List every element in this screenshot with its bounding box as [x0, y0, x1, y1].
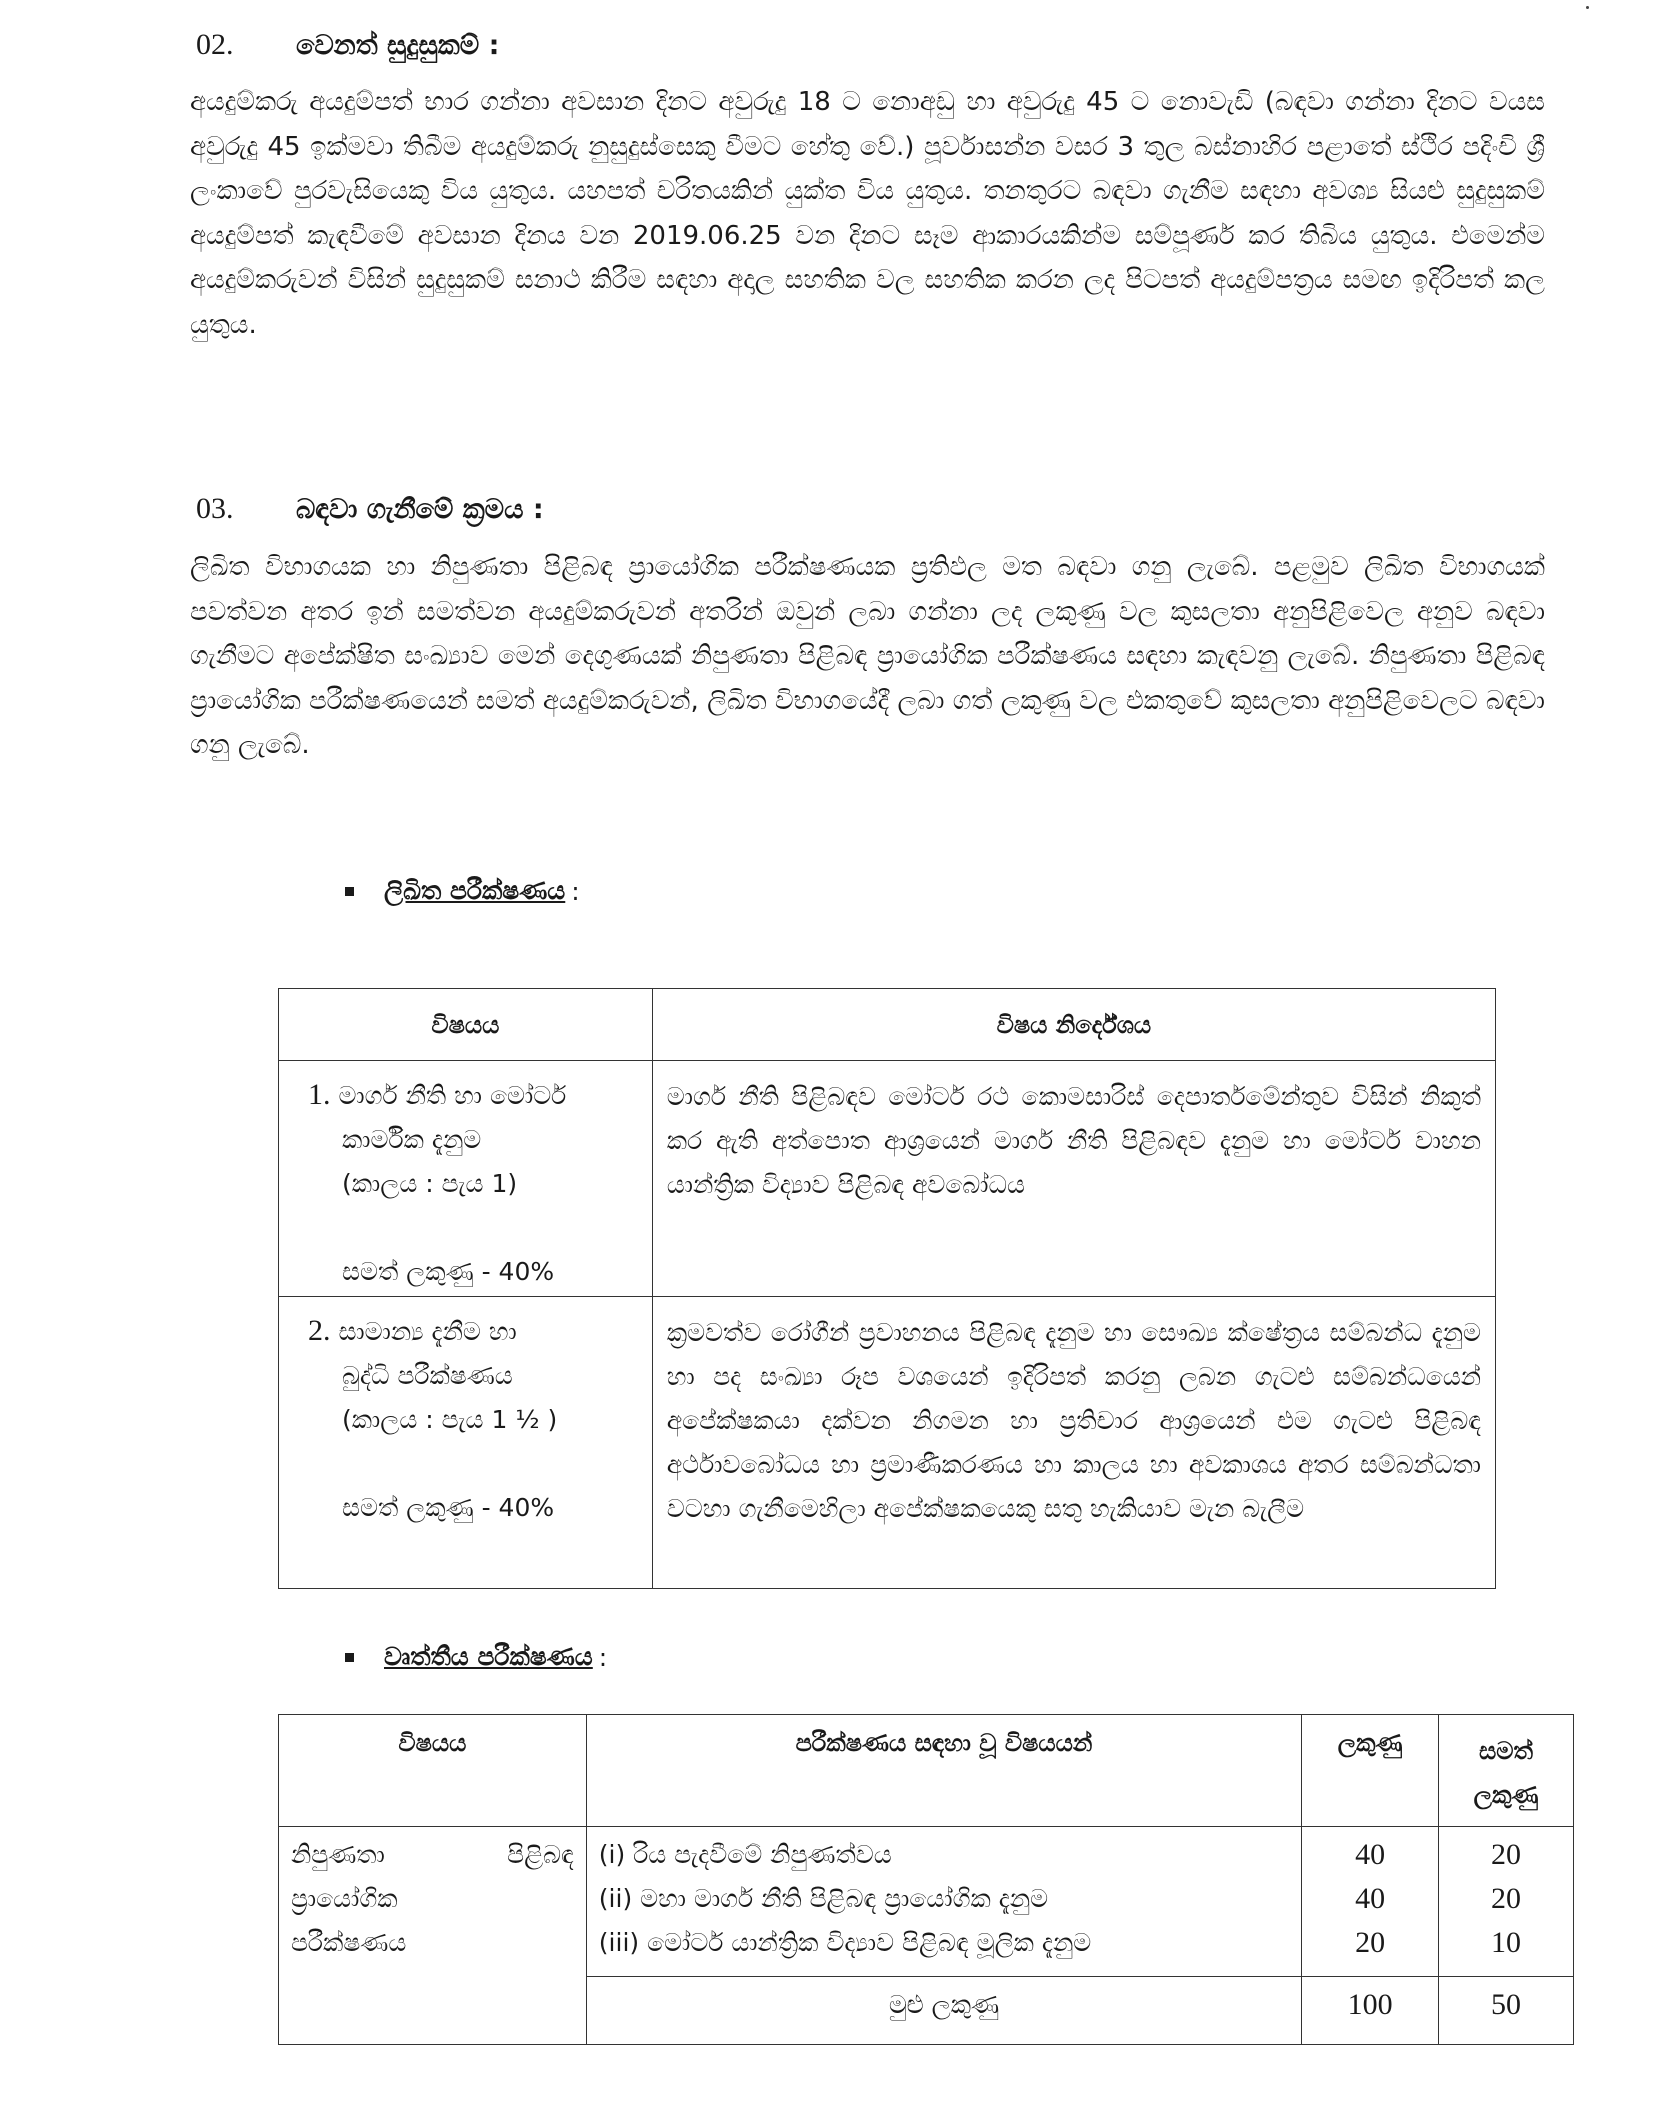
- subject-name-line1: මාර්ග නීති හා මෝටර්: [338, 1081, 567, 1110]
- table-header-row: [279, 989, 1496, 1061]
- practical-subject-line2: ප්‍රායෝගික: [291, 1884, 398, 1913]
- marks-value: 40: [1355, 1838, 1386, 1871]
- subject-pass-mark: සමත් ලකුණු - 40%: [342, 1493, 555, 1522]
- total-pass: 50: [1439, 1977, 1574, 2045]
- pass-cell: [1439, 1827, 1574, 1977]
- written-exam-colon: :: [571, 876, 580, 906]
- marks-cell: [1302, 1827, 1439, 1977]
- section-3-title: බඳවා ගැනීමේ ක්‍රමය :: [296, 494, 544, 525]
- section-2-number: 02.: [196, 28, 234, 61]
- practical-exam-heading: [345, 1642, 607, 1672]
- section-3-number: 03.: [196, 492, 234, 525]
- topics-cell: [586, 1827, 1301, 1977]
- syllabus-cell: ක්‍රමවත්ව රෝගීන් ප්‍රවාහනය පිළිබඳ දැනුම හා සෞඛ්‍ය ක්ෂේත්‍රය සම්බන්ධ දැනුම හා පද සංඛ්‍යා රූප වශයෙන් ඉදිරිපත් කරනු ලබන ගැටළු සම්බන්ධයෙන් අපේක්ෂකයා දක්වන නිගමන හා ප්‍රතිචාර ආශ්‍රයෙන් එම ගැටළු පිළිබඳ අර්ථාවබෝධය හා ප්‍රමාණීකරණය හා කාලය හා අවකාශය අතර සම්බන්ධතා වටහා ගැනීමෙහිලා අපේක්ෂකයෙකු සතු හැකියාව මැන බැලීම: [652, 1297, 1495, 1589]
- pass-value: 20: [1491, 1882, 1522, 1915]
- table-row: [279, 1061, 1496, 1297]
- pass-value: 10: [1491, 1926, 1522, 1959]
- section-2-heading: [196, 28, 499, 62]
- section-3-heading: [196, 492, 544, 526]
- subject-cell: [279, 1061, 653, 1297]
- col-subject-header: විෂයය: [279, 989, 653, 1061]
- topic-item: (iii) මෝටර් යාන්ත්‍රික විද්‍යාව පිළිබඳ මූලික දැනුම: [598, 1928, 1092, 1957]
- marks-value: 40: [1355, 1882, 1386, 1915]
- subject-name-line2: කාර්මික දැනුම: [342, 1125, 482, 1154]
- col-topics-header: පරීක්ෂණය සඳහා වූ විෂයයන්: [586, 1715, 1301, 1827]
- subject-pass-mark: සමත් ලකුණු - 40%: [342, 1257, 555, 1286]
- table-header-row: [279, 1715, 1574, 1827]
- col-pass-header: [1439, 1715, 1574, 1827]
- written-exam-table: [278, 988, 1496, 1589]
- row-number: 1.: [308, 1078, 331, 1111]
- subject-cell: [279, 1297, 653, 1589]
- col-pass-header-line2: ලකුණු: [1473, 1781, 1539, 1809]
- marks-value: 20: [1355, 1926, 1386, 1959]
- section-2-text: අයදුම්කරු අයදුම්පත් භාර ගන්නා අවසාන දිනට අවුරුදු 18 ට නොඅඩු හා අවුරුදු 45 ට නොවැඩි (බඳවා ගන්නා දිනට වයස අවුරුදු 45 ඉක්මවා තිබීම අයදුම්කරු නුසුදුස්සෙකු වීමට හේතු වේ.) පූර්වාසන්න වසර 3 තුල බස්නාහිර පළාතේ ස්ථිර පදිංචි ශ්‍රී ලංකාවේ පුරවැසියෙකු විය යුතුය. යහපත් චරිතයකින් යුක්ත විය යුතුය. තනතුරට බඳවා ගැනීම සඳහා අවශ්‍ය සියළු සුදුසුකම් අයදුම්පත් කැඳවීමේ අවසාන දිනය වන 2019.06.25 වන දිනට සෑම ආකාරයකින්ම සම්පූර්ණ කර තිබිය යුතුය. එමෙන්ම අයදුම්කරුවන් විසින් සුදුසුකම් සනාථ කිරීම සඳහා අදාල සහතික වල සහතික කරන ලද පිටපත් අයදුම්පත්‍රය සමඟ ඉදිරිපත් කල යුතුය.: [190, 87, 1545, 340]
- topic-item: (i) රිය පැදවීමේ නිපුණත්වය: [598, 1840, 892, 1869]
- col-marks-header: ලකුණු: [1302, 1715, 1439, 1827]
- section-3-text: ලිඛිත විභාගයක හා නිපුණතා පිළිබඳ ප්‍රායෝගික පරීක්ෂණයක ප්‍රතිඵල මත බඳවා ගනු ලැබේ. පළමුව ලිඛිත විභාගයක් පවත්වන අතර ඉන් සමත්වන අයදුම්කරුවන් අතරින් ඔවුන් ලබා ගන්නා ලද ලකුණු වල කුසලතා අනුපිළිවෙල අනුව බඳවා ගැනීමට අපේක්ෂිත සංඛ්‍යාව මෙන් දෙගුණයක් නිපුණතා පිළිබඳ ප්‍රායෝගික පරීක්ෂණය සඳහා කැඳවනු ලැබේ. නිපුණතා පිළිබඳ ප්‍රායෝගික පරීක්ෂණයෙන් සමත් අයදුම්කරුවන්, ලිඛිත විභාගයේදී ලබා ගත් ලකුණු වල එකතුවේ කුසලතා අනුපිළිවෙලට බඳවා ගනු ලැබේ.: [190, 552, 1545, 760]
- practical-subject-line3: පරීක්ෂණය: [291, 1928, 407, 1957]
- bullet-icon: [345, 1653, 354, 1662]
- written-exam-title: ලිඛිත පරීක්ෂණය: [384, 876, 566, 905]
- col-syllabus-header: විෂය නිර්දේශය: [652, 989, 1495, 1061]
- practical-subject-cell: [279, 1827, 587, 2045]
- subject-duration: (කාලය : පැය 1): [342, 1169, 518, 1198]
- practical-exam-colon: :: [598, 1642, 608, 1672]
- practical-exam-title: වෘත්තීය පරීක්ෂණය: [384, 1642, 593, 1671]
- col-pass-header-line1: සමත්: [1479, 1737, 1534, 1765]
- practical-subject-line1: නිපුණතා පිළිබඳ: [291, 1840, 574, 1869]
- col-subject-header: විෂයය: [279, 1715, 587, 1827]
- subject-name-line2: බුද්ධි පරීක්ෂණය: [342, 1361, 513, 1390]
- subject-duration: (කාලය : පැය 1 ½ ): [342, 1405, 558, 1434]
- pass-value: 20: [1491, 1838, 1522, 1871]
- total-marks: 100: [1302, 1977, 1439, 2045]
- table-row: [279, 1297, 1496, 1589]
- practical-exam-table: [278, 1714, 1574, 2045]
- subject-name-line1: සාමාන්‍ය දැනීම හා: [338, 1317, 517, 1346]
- topic-item: (ii) මහා මාර්ග නීති පිළිබඳ ප්‍රායෝගික දැනුම: [598, 1884, 1049, 1913]
- table-row: [279, 1827, 1574, 1977]
- syllabus-cell: මාර්ග නීති පිළිබඳව මෝටර් රථ කොමසාරිස් දෙපාර්තමේන්තුව විසින් නිකුත් කර ඇති අත්පොත ආශ්‍රයෙන් මාර්ග නීති පිළිබඳව දැනුම හා මෝටර් වාහන යාන්ත්‍රික විද්‍යාව පිළිබඳ අවබෝධය: [652, 1061, 1495, 1297]
- row-number: 2.: [308, 1314, 331, 1347]
- section-2-title: වෙනත් සුදුසුකම් :: [296, 30, 500, 61]
- total-label: මුළු ලකුණු: [586, 1977, 1301, 2045]
- scan-mark: [1586, 6, 1589, 9]
- written-exam-heading: [345, 876, 580, 906]
- bullet-icon: [345, 887, 354, 896]
